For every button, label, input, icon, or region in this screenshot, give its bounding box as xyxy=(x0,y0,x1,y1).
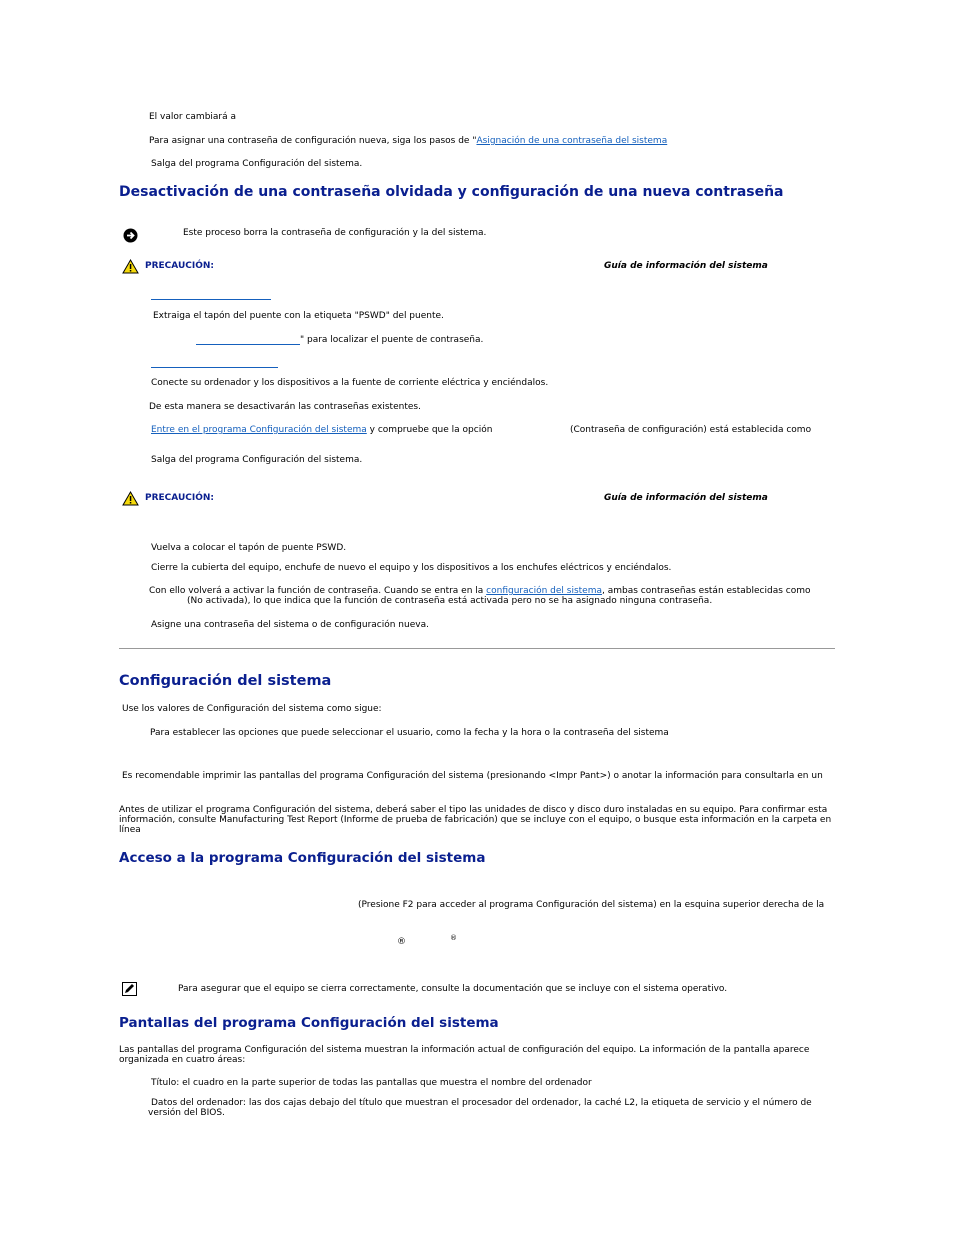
system-info-guide-ref: Guía de información del sistema xyxy=(604,261,768,271)
note-text: Para asegurar que el equipo se cierra correctamente, consulte la documentación que se incluye con el sistema operativo. xyxy=(178,984,728,994)
use-values-text: Use los valores de Configuración del sistema como sigue: xyxy=(122,704,382,714)
enter-setup-step xyxy=(151,425,492,435)
not-activated-text: (No activada), lo que indica que la función de contraseña está activada pero no se ha asignado ninguna contraseña. xyxy=(187,596,713,606)
heading-setup-screens: Pantallas del programa Configuración del sistema xyxy=(119,1015,499,1031)
notice-text: Este proceso borra la contraseña de configuración y la del sistema. xyxy=(183,228,487,238)
heading-disable-forgotten-password: Desactivación de una contraseña olvidada y configuración de una nueva contraseña xyxy=(119,184,784,200)
remove-jumper-plug-step: Extraiga el tapón del puente con la etiqueta "PSWD" del puente. xyxy=(153,311,444,321)
link-underline[interactable] xyxy=(151,367,278,368)
locate-jumper-text: " para localizar el puente de contraseña. xyxy=(300,335,484,345)
computer-data-item: Datos del ordenador: las dos cajas debajo del título que muestran el procesador del ordenador, la caché L2, la etiqueta de servicio y el número de versión del BIOS. xyxy=(148,1098,812,1118)
heading-access-setup: Acceso a la programa Configuración del sistema xyxy=(119,850,486,866)
assign-new-prefix: Para asignar una contraseña de configuración nueva, siga los pasos de " xyxy=(149,136,477,146)
before-using-text: Antes de utilizar el programa Configuración del sistema, deberá saber el tipo las unidades de disco y disco duro instaladas en su equipo. Para confirmar esta información, consulte Manufacturing Test Report (Informe de prueba de fabricación) que se incluye con el equipo, o busque esta información en la carpeta en línea xyxy=(119,805,832,835)
assign-new-instruction xyxy=(149,136,667,146)
heading-system-setup: Configuración del sistema xyxy=(119,673,332,689)
reactivate-suffix: , ambas contraseñas están establecidas como xyxy=(602,586,811,596)
note-pencil-icon xyxy=(122,982,137,996)
link-underline[interactable] xyxy=(196,344,300,345)
assign-system-password-link[interactable]: Asignación de una contraseña del sistema xyxy=(476,136,668,146)
reactivate-prefix: Con ello volverá a activar la función de contraseña. Cuando se entra en la xyxy=(149,586,484,596)
registered-mark: ® xyxy=(397,937,406,947)
replace-plug-step: Vuelva a colocar el tapón de puente PSWD. xyxy=(151,543,347,553)
disable-existing-text: De esta manera se desactivarán las contraseñas existentes. xyxy=(149,402,421,412)
caution-icon xyxy=(122,491,139,506)
enter-setup-link[interactable]: Entre en el programa Configuración del sistema xyxy=(151,425,367,435)
notice-icon xyxy=(123,228,138,243)
press-f2-text: (Presione F2 para acceder al programa Configuración del sistema) en la esquina superior derecha de la xyxy=(358,900,825,910)
section-divider xyxy=(119,648,835,649)
print-recommendation-text: Es recomendable imprimir las pantallas del programa Configuración del sistema (presionando <Impr Pant>) o anotar la información para consultarla en un xyxy=(122,771,823,781)
registered-mark: ® xyxy=(450,934,457,942)
value-change-text: El valor cambiará a xyxy=(149,112,237,122)
system-info-guide-ref: Guía de información del sistema xyxy=(604,493,768,503)
connect-power-step: Conecte su ordenador y los dispositivos a la fuente de corriente eléctrica y enciéndalos. xyxy=(151,378,549,388)
link-underline[interactable] xyxy=(151,299,271,300)
close-cover-step: Cierre la cubierta del equipo, enchufe de nuevo el equipo y los dispositivos a los enchufes eléctricos y enciéndalos. xyxy=(151,563,672,573)
reactivate-text xyxy=(149,586,811,596)
exit-setup-step-2: Salga del programa Configuración del sistema. xyxy=(151,455,363,465)
caution-label: PRECAUCIÓN: xyxy=(145,493,215,503)
caution-icon xyxy=(122,259,139,274)
system-setup-link[interactable]: configuración del sistema xyxy=(486,586,602,596)
setup-password-status-text: (Contraseña de configuración) está establecida como xyxy=(570,425,812,435)
exit-setup-step-1: Salga del programa Configuración del sistema. xyxy=(151,159,363,169)
assign-new-password-step: Asigne una contraseña del sistema o de configuración nueva. xyxy=(151,620,429,630)
verify-option-text: y compruebe que la opción xyxy=(369,425,493,435)
title-area-item: Título: el cuadro en la parte superior de todas las pantallas que muestra el nombre del ordenador xyxy=(151,1078,592,1088)
caution-label: PRECAUCIÓN: xyxy=(145,261,215,271)
set-options-text: Para establecer las opciones que puede seleccionar el usuario, como la fecha y la hora o la contraseña del sistema xyxy=(150,728,669,738)
screens-intro-text: Las pantallas del programa Configuración del sistema muestran la información actual de configuración del equipo. La información de la pantalla aparece organizada en cuatro áreas: xyxy=(119,1045,810,1065)
